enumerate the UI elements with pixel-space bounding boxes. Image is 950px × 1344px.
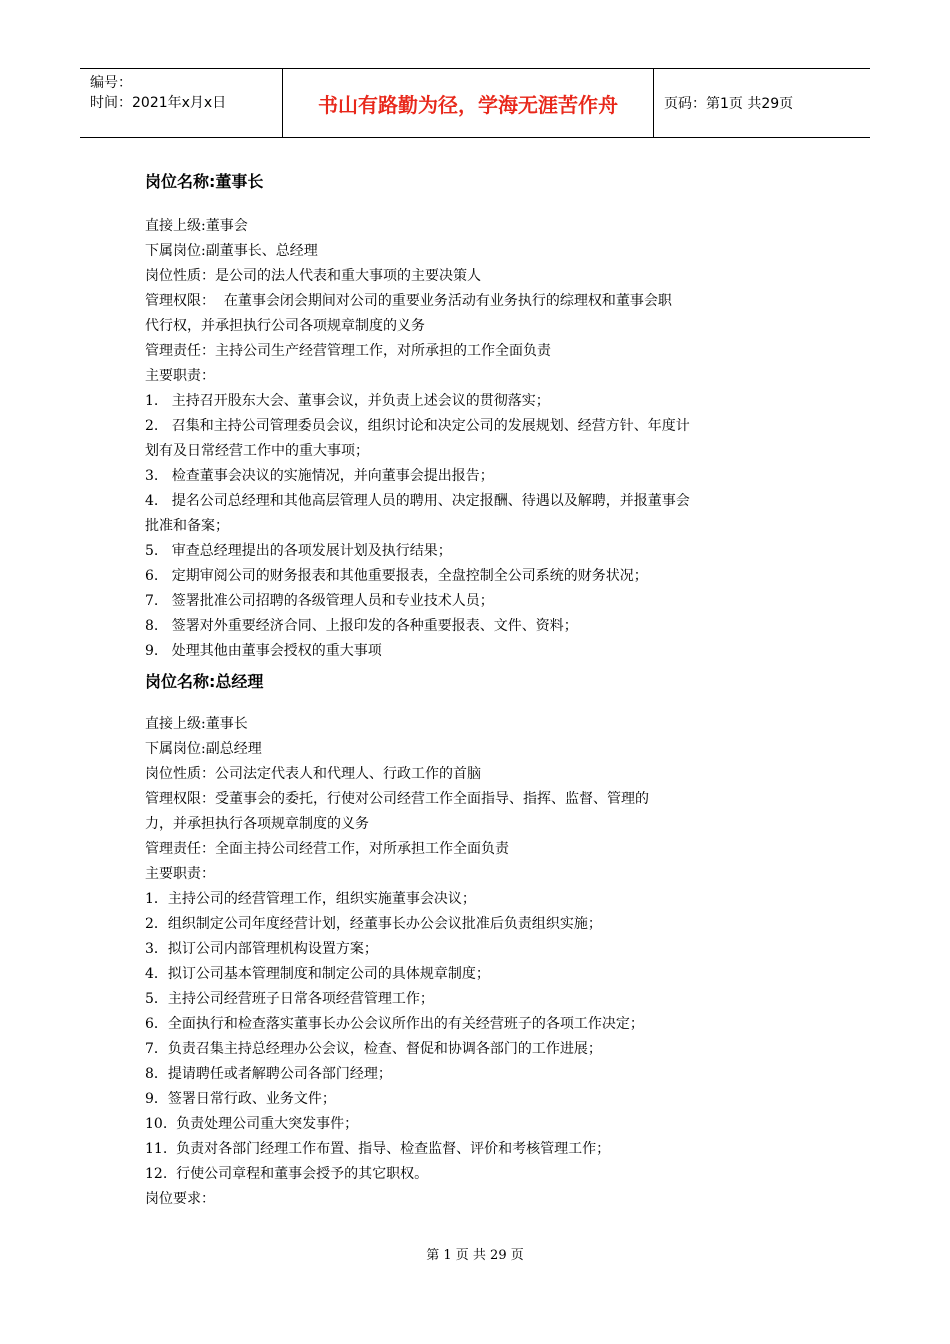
body-line: 12. 行使公司章程和董事会授予的其它职权。	[145, 1166, 429, 1182]
page-footer	[0, 1244, 950, 1263]
body-line: 5. 审查总经理提出的各项发展计划及执行结果；	[145, 543, 452, 559]
body-line: 代行权，并承担执行公司各项规章制度的义务	[145, 318, 425, 334]
section-chairman	[145, 170, 825, 664]
body-line: 管理责任：全面主持公司经营工作，对所承担工作全面负责	[145, 841, 509, 857]
body-line: 岗位要求：	[145, 1191, 215, 1207]
body-line: 批准和备案；	[145, 518, 229, 534]
section-lines	[145, 712, 825, 1212]
body-line: 2. 召集和主持公司管理委员会议，组织讨论和决定公司的发展规划、经营方针、年度计	[145, 418, 690, 434]
footer-page-number: 第 1 页 共 29 页	[426, 1248, 524, 1263]
body-line: 岗位性质：是公司的法人代表和重大事项的主要决策人	[145, 268, 481, 284]
body-line: 主要职责：	[145, 368, 215, 384]
body-line: 划有及日常经营工作中的重大事项；	[145, 443, 369, 459]
motto-text: 书山有路勤为径，学海无涯苦作舟	[318, 92, 618, 117]
body-line: 10. 负责处理公司重大突发事件；	[145, 1116, 359, 1132]
body-line: 下属岗位:副董事长、总经理	[145, 243, 318, 259]
page-header	[80, 68, 870, 138]
body-line: 主要职责：	[145, 866, 215, 882]
body-line: 8. 签署对外重要经济合同、上报印发的各种重要报表、文件、资料；	[145, 618, 578, 634]
section-general-manager	[145, 670, 825, 1212]
header-motto-cell	[283, 69, 654, 137]
body-line: 1. 主持召开股东大会、董事会议，并负责上述会议的贯彻落实；	[145, 393, 550, 409]
body-line: 1．主持公司的经营管理工作，组织实施董事会决议；	[145, 891, 476, 907]
body-line: 管理权限： 在董事会闭会期间对公司的重要业务活动有业务执行的综理权和董事会职	[145, 293, 672, 309]
body-line: 9．签署日常行政、业务文件；	[145, 1091, 336, 1107]
body-line: 下属岗位:副总经理	[145, 741, 262, 757]
body-line: 6. 定期审阅公司的财务报表和其他重要报表，全盘控制全公司系统的财务状况；	[145, 568, 648, 584]
body-line: 6．全面执行和检查落实董事长办公会议所作出的有关经营班子的各项工作决定；	[145, 1016, 644, 1032]
date-label: 时间：2021年x月x日	[90, 95, 227, 111]
section-lines	[145, 214, 825, 664]
body-line: 7. 签署批准公司招聘的各级管理人员和专业技术人员；	[145, 593, 494, 609]
number-label: 编号：	[90, 75, 132, 91]
document-body	[145, 170, 825, 1212]
body-line: 9. 处理其他由董事会授权的重大事项	[145, 643, 382, 659]
header-page-cell	[654, 69, 870, 137]
body-line: 直接上级:董事长	[145, 716, 248, 732]
body-line: 5．主持公司经营班子日常各项经营管理工作；	[145, 991, 434, 1007]
body-line: 岗位性质：公司法定代表人和代理人、行政工作的首脑	[145, 766, 481, 782]
body-line: 管理责任：主持公司生产经营管理工作，对所承担的工作全面负责	[145, 343, 551, 359]
body-line: 力，并承担执行各项规章制度的义务	[145, 816, 369, 832]
body-line: 11. 负责对各部门经理工作布置、指导、检查监督、评价和考核管理工作；	[145, 1141, 611, 1157]
body-line: 3．拟订公司内部管理机构设置方案；	[145, 941, 378, 957]
body-line: 直接上级:董事会	[145, 218, 248, 234]
body-line: 2．组织制定公司年度经营计划，经董事长办公会议批准后负责组织实施；	[145, 916, 602, 932]
body-line: 7．负责召集主持总经理办公会议，检查、督促和协调各部门的工作进展；	[145, 1041, 602, 1057]
body-line: 管理权限：受董事会的委托，行使对公司经营工作全面指导、指挥、监督、管理的	[145, 791, 649, 807]
header-info-cell	[80, 69, 283, 137]
body-line: 8．提请聘任或者解聘公司各部门经理；	[145, 1066, 392, 1082]
section-title: 岗位名称:总经理	[145, 672, 264, 691]
body-line: 3. 检查董事会决议的实施情况，并向董事会提出报告；	[145, 468, 494, 484]
body-line: 4. 提名公司总经理和其他高层管理人员的聘用、决定报酬、待遇以及解聘，并报董事会	[145, 493, 690, 509]
body-line: 4．拟订公司基本管理制度和制定公司的具体规章制度；	[145, 966, 490, 982]
section-title: 岗位名称:董事长	[145, 172, 264, 191]
page-number-label: 页码：第1页 共29页	[664, 96, 794, 112]
